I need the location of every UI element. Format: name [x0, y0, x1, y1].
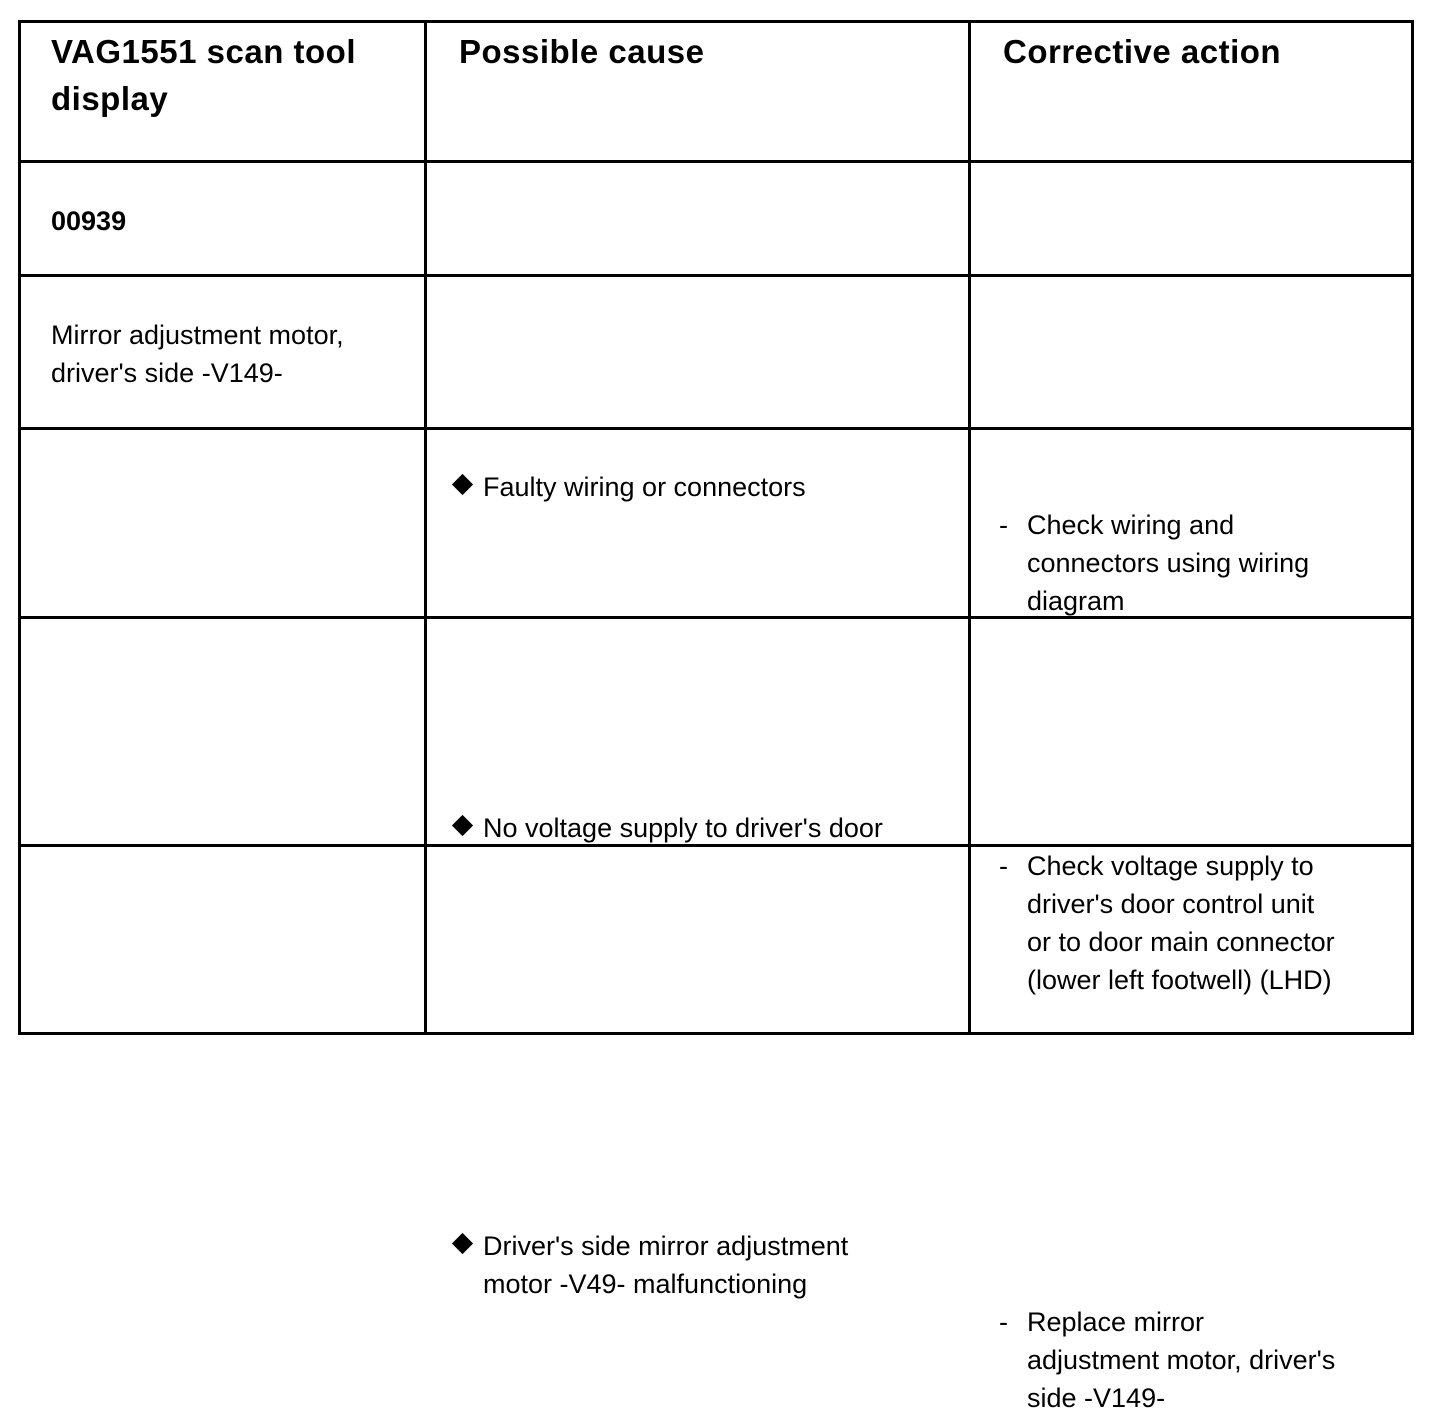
- row-divider: [21, 160, 1411, 163]
- action-line: connectors using wiring: [1027, 548, 1310, 578]
- column-divider: [424, 23, 427, 1032]
- dash-marker: -: [999, 510, 1008, 540]
- dash-marker: -: [999, 1307, 1008, 1337]
- action-line: side -V149-: [1027, 1383, 1166, 1413]
- header-possible-cause: Possible cause: [459, 33, 705, 70]
- possible-cause-item: [453, 1227, 963, 1303]
- component-description: [51, 316, 421, 392]
- header-corrective-action: Corrective action: [1003, 33, 1282, 70]
- corrective-action-item: [999, 506, 1409, 620]
- black-diamond-bullet-icon: [452, 815, 473, 836]
- black-diamond-bullet-icon: [452, 1233, 473, 1254]
- action-line: Replace mirror: [1027, 1307, 1205, 1337]
- action-line: Check voltage supply to: [1027, 851, 1314, 881]
- cause-line: Driver's side mirror adjustment: [483, 1231, 849, 1261]
- corrective-action-item: [999, 1303, 1409, 1417]
- action-line: driver's door control unit: [1027, 889, 1315, 919]
- component-line: Mirror adjustment motor,: [51, 320, 344, 350]
- header-scan-tool-display: [51, 28, 411, 122]
- cause-line: motor -V49- malfunctioning: [483, 1269, 808, 1299]
- cause-line: No voltage supply to driver's door: [483, 813, 883, 843]
- component-line: driver's side -V149-: [51, 358, 283, 388]
- header-display-line: VAG1551 scan tool: [51, 33, 357, 70]
- cause-line: Faulty wiring or connectors: [483, 472, 806, 502]
- action-line: or to door main connector: [1027, 927, 1335, 957]
- black-diamond-bullet-icon: [452, 474, 473, 495]
- dash-marker: -: [999, 851, 1008, 881]
- action-line: diagram: [1027, 586, 1125, 616]
- action-line: Check wiring and: [1027, 510, 1235, 540]
- possible-cause-item: [453, 468, 963, 506]
- header-display-line: display: [51, 80, 169, 117]
- row-divider: [21, 427, 1411, 430]
- diagnostic-table: [18, 20, 1414, 1413]
- possible-cause-item: [453, 809, 963, 847]
- corrective-action-item: [999, 847, 1409, 999]
- fault-code: 00939: [51, 206, 127, 236]
- column-divider: [968, 23, 971, 1032]
- row-divider: [21, 274, 1411, 277]
- action-line: adjustment motor, driver's: [1027, 1345, 1336, 1375]
- action-line: (lower left footwell) (LHD): [1027, 965, 1332, 995]
